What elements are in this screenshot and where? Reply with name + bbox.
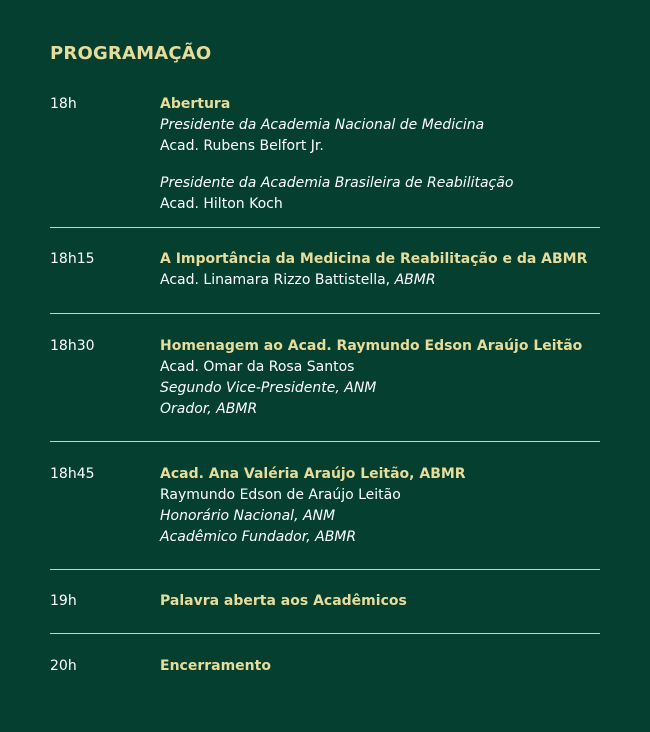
speaker-org: ABMR [394,272,436,288]
speaker-role: Segundo Vice-Presidente, ANM [160,380,377,396]
schedule-body [160,591,600,633]
schedule-body [160,249,600,313]
schedule-time: 20h [50,658,77,674]
program-heading: PROGRAMAÇÃO [50,43,212,64]
speaker-name: Acad. Linamara Rizzo Battistella, [160,272,391,288]
schedule-item [50,314,600,441]
schedule-item [50,228,600,313]
schedule-time: 18h15 [50,251,95,267]
schedule-body [160,94,600,227]
schedule-title: A Importância da Medicina de Reabilitação e da ABMR [160,251,588,267]
schedule-time: 18h [50,96,77,112]
speaker-name: Acad. Rubens Belfort Jr. [160,138,324,154]
schedule-title: Palavra aberta aos Acadêmicos [160,593,407,609]
speaker-name: Acad. Hilton Koch [160,196,283,212]
speaker-name: Acad. Omar da Rosa Santos [160,359,355,375]
speaker-role: Orador, ABMR [160,401,258,417]
speaker-role: Presidente da Academia Nacional de Medicina [160,117,485,133]
schedule-time: 18h45 [50,466,95,482]
schedule-title: Homenagem ao Acad. Raymundo Edson Araújo Leitão [160,338,583,354]
schedule-body [160,656,600,698]
schedule-item [50,634,600,698]
schedule-item-opening [50,94,600,227]
schedule-title: Abertura [160,96,231,112]
schedule-title: Acad. Ana Valéria Araújo Leitão, ABMR [160,466,466,482]
schedule-item [50,442,600,569]
schedule-time: 18h30 [50,338,95,354]
schedule-body [160,336,600,441]
speaker-name: Raymundo Edson de Araújo Leitão [160,487,401,503]
schedule-time: 19h [50,593,77,609]
speaker-role: Honorário Nacional, ANM [160,508,336,524]
speaker-role: Acadêmico Fundador, ABMR [160,529,357,545]
schedule-body [160,464,600,569]
schedule-item [50,570,600,633]
speaker-role: Presidente da Academia Brasileira de Reabilitação [160,175,514,191]
speaker-line [160,270,600,291]
schedule-title: Encerramento [160,658,271,674]
